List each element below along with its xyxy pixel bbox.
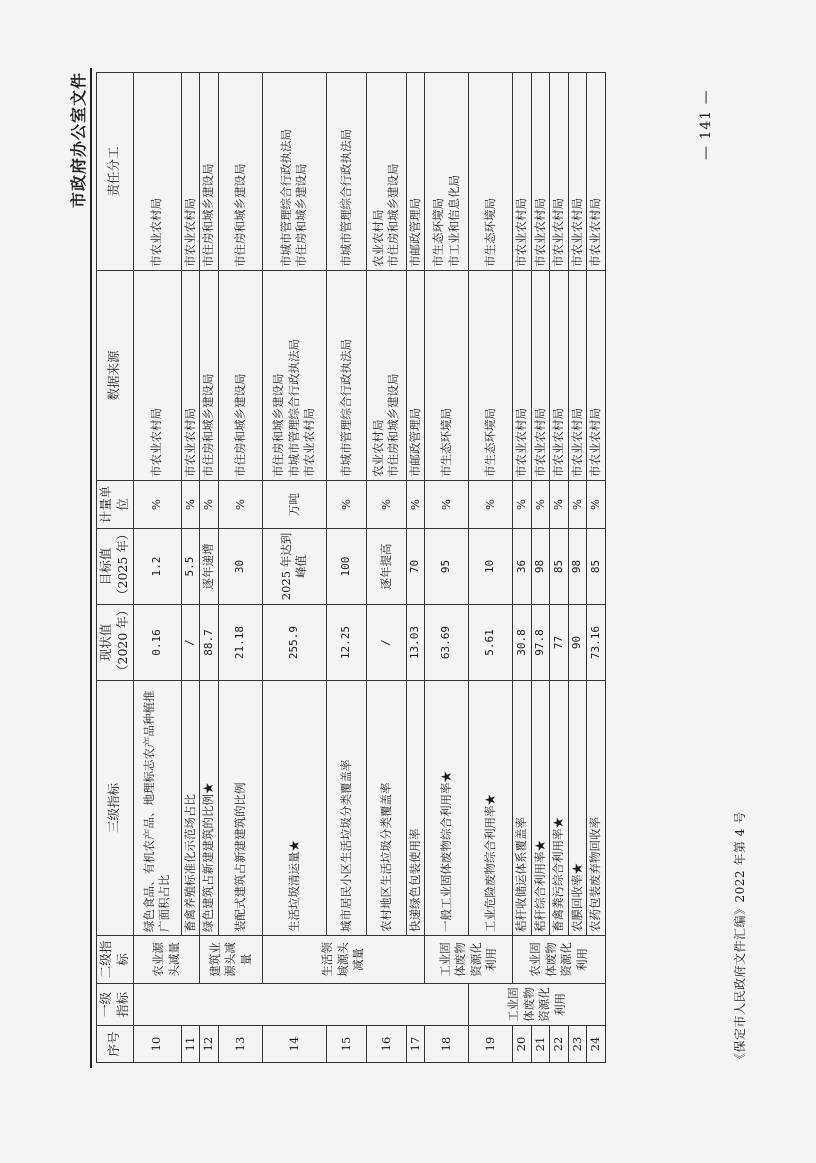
cell-target: 70 xyxy=(406,529,425,605)
cell-seq: 12 xyxy=(200,1026,219,1063)
cell-seq: 22 xyxy=(550,1026,569,1063)
table-row xyxy=(513,73,532,1063)
col-seq: 序号 xyxy=(97,1026,134,1063)
cell-duty: 市农业农村局 xyxy=(133,73,181,271)
cell-indicator: 绿色食品、有机农产品、地理标志农产品种植推广面积占比 xyxy=(133,681,181,936)
cell-duty: 市城市管理综合行政执法局 市住房和城乡建设局 xyxy=(262,73,326,271)
cell-target: 逐年提高 xyxy=(366,529,406,605)
cell-duty: 市城市管理综合行政执法局 xyxy=(326,73,366,271)
cell-seq: 21 xyxy=(531,1026,550,1063)
cell-duty: 市农业农村局 xyxy=(568,73,587,271)
cell-current: 77 xyxy=(550,605,569,681)
table-row xyxy=(469,73,513,1063)
cell-seq: 16 xyxy=(366,1026,406,1063)
cell-seq: 20 xyxy=(513,1026,532,1063)
cell-indicator: 城市居民小区生活垃圾分类覆盖率 xyxy=(326,681,366,936)
table-row xyxy=(531,73,550,1063)
cell-source: 市生态环境局 xyxy=(469,271,513,481)
cell-target: 100 xyxy=(326,529,366,605)
cell-seq: 18 xyxy=(425,1026,469,1063)
cell-duty: 市农业农村局 xyxy=(550,73,569,271)
cell-source: 市住房和城乡建设局 xyxy=(218,271,262,481)
cell-source: 市城市管理综合行政执法局 xyxy=(326,271,366,481)
cell-duty: 农业农村局 市住房和城乡建设局 xyxy=(366,73,406,271)
cell-seq: 13 xyxy=(218,1026,262,1063)
cell-indicator: 装配式建筑占新建建筑的比例 xyxy=(218,681,262,936)
cell-unit: % xyxy=(513,481,532,529)
cell-indicator: 农村地区生活垃圾分类覆盖率 xyxy=(366,681,406,936)
cell-source: 市生态环境局 xyxy=(425,271,469,481)
cell-current: 97.8 xyxy=(531,605,550,681)
cell-seq: 14 xyxy=(262,1026,326,1063)
cell-source: 市农业农村局 xyxy=(531,271,550,481)
cell-target: 30 xyxy=(218,529,262,605)
cell-indicator: 秸秆综合利用率★ xyxy=(531,681,550,936)
header-row xyxy=(97,73,134,1063)
table-row xyxy=(326,73,366,1063)
cell-source: 市农业农村局 xyxy=(513,271,532,481)
cell-target: 2025 年达到峰值 xyxy=(262,529,326,605)
cell-current: / xyxy=(181,605,200,681)
cell-level2-industrial: 工业固体废物资源化利用 xyxy=(425,936,513,984)
cell-unit: % xyxy=(133,481,181,529)
cell-current: 88.7 xyxy=(200,605,219,681)
cell-target: 逐年递增 xyxy=(200,529,219,605)
cell-source: 市邮政管理局 xyxy=(406,271,425,481)
office-header: 市政府办公室文件 xyxy=(69,71,88,208)
cell-indicator: 畜禽养殖标准化示范场占比 xyxy=(181,681,200,936)
cell-unit: % xyxy=(469,481,513,529)
col-level2: 二级指标 xyxy=(97,936,134,984)
cell-unit: % xyxy=(425,481,469,529)
cell-source: 市农业农村局 xyxy=(568,271,587,481)
cell-source: 市住房和城乡建设局 xyxy=(200,271,219,481)
table-row xyxy=(425,73,469,1063)
cell-target: 85 xyxy=(550,529,569,605)
cell-duty: 市邮政管理局 xyxy=(406,73,425,271)
indicator-table xyxy=(96,72,606,1063)
cell-duty: 市农业农村局 xyxy=(587,73,606,271)
col-unit: 计量单位 xyxy=(97,481,134,529)
cell-level1-industrial: 工业固体废物资源化利用 xyxy=(469,984,606,1026)
table-row xyxy=(366,73,406,1063)
cell-current: 5.61 xyxy=(469,605,513,681)
cell-duty: 市住房和城乡建设局 xyxy=(200,73,219,271)
cell-duty: 市农业农村局 xyxy=(513,73,532,271)
cell-indicator: 绿色建筑占新建建筑的比例★ xyxy=(200,681,219,936)
cell-indicator: 秸秆收储运体系覆盖率 xyxy=(513,681,532,936)
cell-source: 市农业农村局 xyxy=(550,271,569,481)
cell-current: 63.69 xyxy=(425,605,469,681)
cell-current: 12.25 xyxy=(326,605,366,681)
cell-unit: % xyxy=(366,481,406,529)
cell-current: 73.16 xyxy=(587,605,606,681)
cell-level1-empty xyxy=(133,984,469,1026)
cell-current: 21.18 xyxy=(218,605,262,681)
cell-target: 1.2 xyxy=(133,529,181,605)
cell-unit: % xyxy=(181,481,200,529)
cell-target: 85 xyxy=(587,529,606,605)
table-row xyxy=(406,73,425,1063)
compilation-header: 《保定市人民政府文件汇编》2022 年第 4 号 xyxy=(733,811,747,1065)
cell-unit: % xyxy=(531,481,550,529)
table-row xyxy=(262,73,326,1063)
cell-target: 36 xyxy=(513,529,532,605)
table-row xyxy=(181,73,200,1063)
cell-unit: 万吨 xyxy=(262,481,326,529)
col-target: 目标值（2025 年） xyxy=(97,529,134,605)
table-row xyxy=(218,73,262,1063)
cell-seq: 15 xyxy=(326,1026,366,1063)
cell-level2-building: 建筑业源头减量 xyxy=(200,936,263,984)
cell-indicator: 农药包装废弃物回收率 xyxy=(587,681,606,936)
cell-indicator: 生活垃圾清运量★ xyxy=(262,681,326,936)
cell-duty: 市住房和城乡建设局 xyxy=(218,73,262,271)
cell-indicator: 畜禽粪污综合利用率★ xyxy=(550,681,569,936)
cell-source: 市农业农村局 xyxy=(587,271,606,481)
table-row xyxy=(550,73,569,1063)
cell-unit: % xyxy=(406,481,425,529)
table-row xyxy=(200,73,219,1063)
cell-indicator: 快递绿色包装使用率 xyxy=(406,681,425,936)
cell-level2-agri: 农业源头减量 xyxy=(133,936,200,984)
page-number: — 141 — xyxy=(698,89,714,160)
cell-unit: % xyxy=(587,481,606,529)
col-current: 现状值（2020 年） xyxy=(97,605,134,681)
col-source: 数据来源 xyxy=(97,271,134,481)
cell-unit: % xyxy=(218,481,262,529)
cell-source: 市农业农村局 xyxy=(133,271,181,481)
cell-target: 95 xyxy=(425,529,469,605)
cell-current: / xyxy=(366,605,406,681)
cell-current: 0.16 xyxy=(133,605,181,681)
cell-indicator: 工业危险废物综合利用率★ xyxy=(469,681,513,936)
cell-unit: % xyxy=(568,481,587,529)
header-rule xyxy=(90,68,92,1068)
cell-level2-living: 生活领域源头减量 xyxy=(262,936,425,984)
table-row xyxy=(568,73,587,1063)
cell-unit: % xyxy=(550,481,569,529)
cell-unit: % xyxy=(200,481,219,529)
cell-level2-agri-waste: 农业固体废物资源化利用 xyxy=(513,936,606,984)
cell-current: 13.03 xyxy=(406,605,425,681)
cell-seq: 11 xyxy=(181,1026,200,1063)
cell-seq: 24 xyxy=(587,1026,606,1063)
cell-source: 市住房和城乡建设局 市城市管理综合行政执法局 市农业农村局 xyxy=(262,271,326,481)
col-duty: 责任分工 xyxy=(97,73,134,271)
cell-seq: 17 xyxy=(406,1026,425,1063)
table-row xyxy=(133,73,181,1063)
cell-source: 农业农村局 市住房和城乡建设局 xyxy=(366,271,406,481)
col-level1: 一级指标 xyxy=(97,984,134,1026)
cell-duty: 市农业农村局 xyxy=(531,73,550,271)
cell-unit: % xyxy=(326,481,366,529)
cell-target: 98 xyxy=(568,529,587,605)
cell-current: 255.9 xyxy=(262,605,326,681)
cell-source: 市农业农村局 xyxy=(181,271,200,481)
cell-target: 10 xyxy=(469,529,513,605)
cell-duty: 市生态环境局 市工业和信息化局 xyxy=(425,73,469,271)
cell-seq: 19 xyxy=(469,1026,513,1063)
cell-seq: 10 xyxy=(133,1026,181,1063)
cell-target: 5.5 xyxy=(181,529,200,605)
cell-duty: 市生态环境局 xyxy=(469,73,513,271)
cell-current: 30.8 xyxy=(513,605,532,681)
cell-duty: 市农业农村局 xyxy=(181,73,200,271)
cell-target: 98 xyxy=(531,529,550,605)
col-level3: 三级指标 xyxy=(97,681,134,936)
cell-seq: 23 xyxy=(568,1026,587,1063)
cell-indicator: 一般工业固体废物综合利用率★ xyxy=(425,681,469,936)
cell-current: 90 xyxy=(568,605,587,681)
table-row xyxy=(587,73,606,1063)
cell-indicator: 农膜回收率★ xyxy=(568,681,587,936)
